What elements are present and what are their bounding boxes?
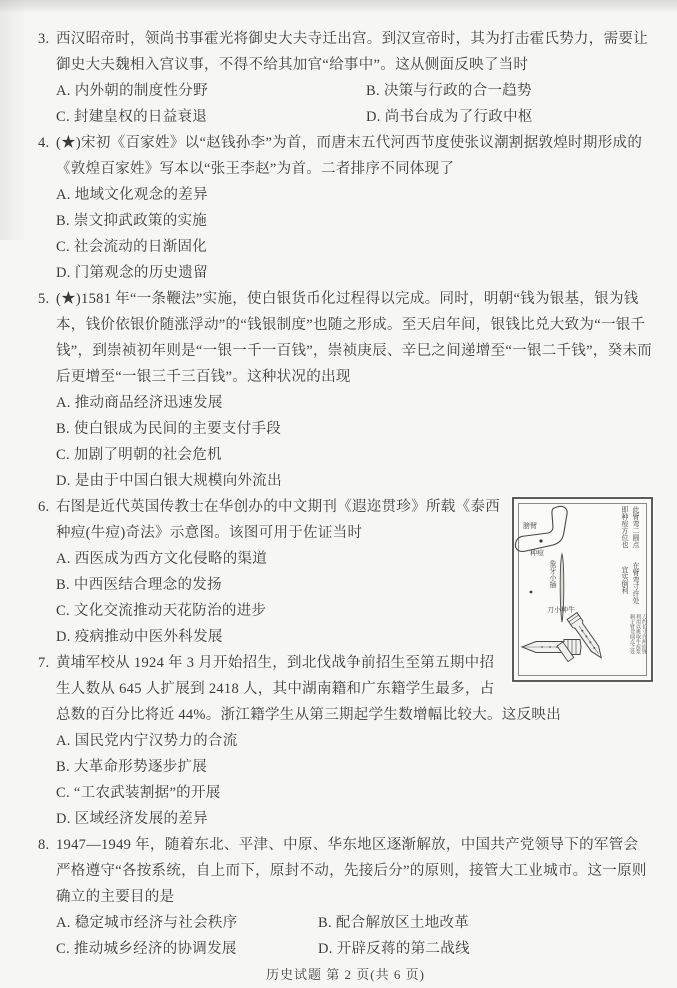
question-3-number: 3. <box>38 31 50 47</box>
lancet-label: 象牙小插 <box>549 560 557 588</box>
option-c: C. 文化交流推动天花防治的进步 <box>56 603 267 619</box>
option-a: A. 西医成为西方文化侵略的渠道 <box>56 551 268 567</box>
question-8 <box>38 832 653 962</box>
question-8-stem: 1947—1949 年，随着东北、平津、中原、华东地区逐渐解放，中国共产党领导下的军管会严格遵守“各按系统，自上而下，原封不动，先接后分”的原则，接管大工业城市。这一原则确立的主要目的是 <box>56 837 647 905</box>
option-d: D. 是由于中国白银大规模向外流出 <box>56 473 282 489</box>
question-3-options <box>56 78 653 130</box>
figure-text-region <box>38 494 653 832</box>
question-6-options <box>56 546 653 650</box>
question-4-stem: (★)宋初《百家姓》以“赵钱孙李”为首，而唐末五代河西节度使张议潮割据敦煌时期形成的《敦煌百家姓》写本以“张王李赵”为首。二者排序不同体现了 <box>56 135 643 177</box>
question-7-options <box>56 728 653 832</box>
option-d: D. 开辟反蒋的第二战线 <box>318 941 470 957</box>
option-c: C. 推动城乡经济的协调发展 <box>56 941 237 957</box>
arm-label: 膀臂 <box>523 522 537 530</box>
option-d: D. 区域经济发展的差异 <box>56 811 208 827</box>
option-a: A. 地域文化观念的差异 <box>56 187 208 203</box>
option-b: B. 配合解放区土地改革 <box>318 915 470 931</box>
figure-caption-column-2: 即种痘方位也 <box>621 506 629 548</box>
question-3-stem: 西汉昭帝时，领尚书事霍光将御史大夫寺迁出宫。到汉宣帝时，其为打击霍氏势力，需要让御史大夫魏相入宫议事，不得不给其加官“给事中”。这从侧面反映了当时 <box>56 31 648 73</box>
option-c: C. 社会流动的日渐固化 <box>56 239 208 255</box>
question-7-number: 7. <box>38 655 50 671</box>
knife-desc-column: 刺于臂弯圆点之处 <box>629 614 634 654</box>
option-b: B. 大革命形势逐步扩展 <box>56 759 208 775</box>
question-5-options <box>56 390 653 494</box>
figure-mid-column-1: 在臂弯寸许处 <box>632 562 640 604</box>
knife-desc-column: 刀约长寸许两面锋 <box>641 614 646 654</box>
option-b: B. 崇文抑武政策的实施 <box>56 213 208 229</box>
question-7-stem: 黄埔军校从 1924 年 3 月开始招生，到北伐战争前招生至第五期中招生人数从 645 人扩展到 2418 人，其中湖南籍和广东籍学生最多，占总数的百分比将近 44%。浙江籍学生从第三期起学生数增幅比较大。这反映出 <box>56 655 562 723</box>
knife-desc-column: 利用以挑取牛痘浆 <box>635 614 640 654</box>
question-4-number: 4. <box>38 135 50 151</box>
question-5-number: 5. <box>38 291 50 307</box>
page-footer: 历史试题 第 2 页(共 6 页) <box>266 967 425 982</box>
figure-mid-column-2: 宜实倒利 <box>621 566 629 594</box>
option-d: D. 门第观念的历史遗留 <box>56 265 208 281</box>
question-5-stem: (★)1581 年“一条鞭法”实施，使白银货币化过程得以完成。同时，明朝“钱为银基，银为钱本，钱价依银价随涨浮动”的“钱银制度”也随之形成。至天启年间，银钱比兑大致为“一银千钱”，到崇祯初年则是“一银一千一百钱”，崇祯庚辰、辛巳之间递增至“一银二千钱”，癸未而后更增至“一银三千三百钱”。这种状况的出现 <box>56 291 653 385</box>
option-c: C. “工农武装割据”的开展 <box>56 785 221 801</box>
question-3 <box>38 26 653 130</box>
knife-label: 刀小种牛 <box>547 606 575 614</box>
question-6-stem: 右图是近代英国传教士在华创办的中文期刊《遐迩贯珍》所载《泰西种痘(牛痘)奇法》示意图。该图可用于佐证当时 <box>56 499 500 541</box>
option-a: A. 稳定城市经济与社会秩序 <box>56 915 238 931</box>
question-8-number: 8. <box>38 837 50 853</box>
arm-sublabel: 种痘 <box>530 549 544 557</box>
option-a: A. 推动商品经济迅速发展 <box>56 395 223 411</box>
option-b: B. 决策与行政的合一趋势 <box>366 83 532 99</box>
option-b: B. 使白银成为民间的主要支付手段 <box>56 421 282 437</box>
question-6 <box>38 494 653 650</box>
option-d: D. 疫病推动中医外科发展 <box>56 629 223 645</box>
option-c: C. 封建皇权的日益衰退 <box>56 109 208 125</box>
question-6-number: 6. <box>38 499 50 515</box>
question-8-options <box>56 910 653 962</box>
option-b: B. 中西医结合理念的发扬 <box>56 577 222 593</box>
option-a: A. 内外朝的制度性分野 <box>56 83 208 99</box>
question-5 <box>38 286 653 494</box>
option-c: C. 加剧了明朝的社会危机 <box>56 447 222 463</box>
question-4-options <box>56 182 653 286</box>
question-4 <box>38 130 653 286</box>
option-a: A. 国民党内宁汉势力的合流 <box>56 733 238 749</box>
figure-caption-column-1: 此臂弯二圆点 <box>632 506 640 548</box>
question-7 <box>38 650 653 832</box>
option-d: D. 尚书台成为了行政中枢 <box>366 109 533 125</box>
